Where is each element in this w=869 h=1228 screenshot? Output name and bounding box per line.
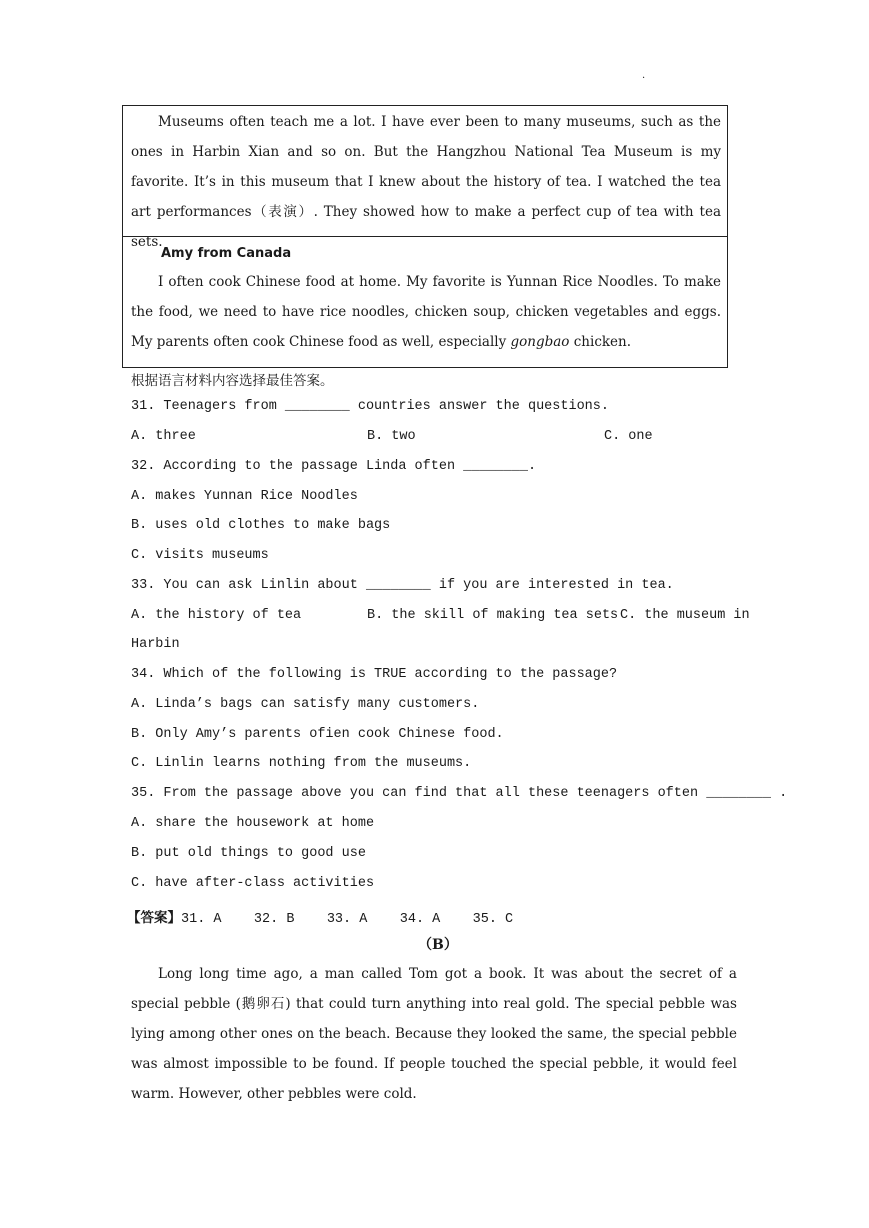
question-stem: 31. Teenagers from ________ countries answer the questions. <box>131 399 609 414</box>
question-stem: 35. From the passage above you can find that all these teenagers often ________ . <box>131 786 788 801</box>
passage-box-linlin <box>122 105 728 250</box>
answer-text: 31. A 32. B 33. A 34. A 35. C <box>181 912 514 927</box>
passage-text-part: I often cook Chinese food at home. My favorite is Yunnan Rice Noodles. To make the food, we need to have rice noodles, chicken soup, chicken vegetables and eggs. My parents often cook Chinese food as well, especially <box>131 274 721 350</box>
option-c-continued: Harbin <box>131 637 180 652</box>
option-b[interactable]: B. the skill of making tea sets <box>367 608 619 623</box>
question-stem: 34. Which of the following is TRUE according to the passage? <box>131 667 618 682</box>
section-heading: （B） <box>418 937 458 953</box>
option-c[interactable]: C. one <box>604 429 653 444</box>
passage-title: Amy from Canada <box>161 246 292 261</box>
option-b[interactable]: B. uses old clothes to make bags <box>131 518 391 533</box>
option-b[interactable]: B. two <box>367 429 416 444</box>
option-a[interactable]: A. Linda’s bags can satisfy many customers. <box>131 697 480 712</box>
italic-term: gongbao <box>510 334 570 350</box>
passage-text <box>131 267 721 357</box>
question-stem: 32. According to the passage Linda often ________. <box>131 459 537 474</box>
passage-text: Museums often teach me a lot. I have ever been to many museums, such as the ones in Harbin Xian and so on. But the Hangzhou National Tea Museum is my favorite. It’s in this museum that I knew about the history of tea. I watched the tea art performances（表演）. They showed how to make a perfect cup of tea with tea sets. <box>131 114 721 250</box>
option-c[interactable]: C. visits museums <box>131 548 269 563</box>
option-a[interactable]: A. three <box>131 429 196 444</box>
option-c[interactable]: C. Linlin learns nothing from the museums. <box>131 756 472 771</box>
option-c[interactable]: C. have after-class activities <box>131 876 375 891</box>
option-c[interactable]: C. the museum in <box>620 608 750 623</box>
option-a[interactable]: A. the history of tea <box>131 608 302 623</box>
answer-label: 【答案】 <box>127 910 181 926</box>
instruction: 根据语言材料内容选择最佳答案。 <box>131 373 334 389</box>
story-paragraph: Long long time ago, a man called Tom got a book. It was about the secret of a special pebble (鹅卵石) that could turn anything into real gold. The special pebble was lying among other ones on the beach. Because they looked the same, the special pebble was almost impossible to be found. If people touched the special pebble, it would feel warm. However, other pebbles were cold. <box>131 966 737 1102</box>
option-b[interactable]: B. put old things to good use <box>131 846 366 861</box>
option-b[interactable]: B. Only Amy’s parents ofien cook Chinese food. <box>131 727 504 742</box>
question-stem: 33. You can ask Linlin about ________ if you are interested in tea. <box>131 578 674 593</box>
option-a[interactable]: A. makes Yunnan Rice Noodles <box>131 489 358 504</box>
passage-text-part: chicken. <box>569 334 632 350</box>
page-mark: . <box>642 70 646 81</box>
option-a[interactable]: A. share the housework at home <box>131 816 375 831</box>
passage-box-amy <box>122 236 728 368</box>
answer-line <box>127 906 513 927</box>
